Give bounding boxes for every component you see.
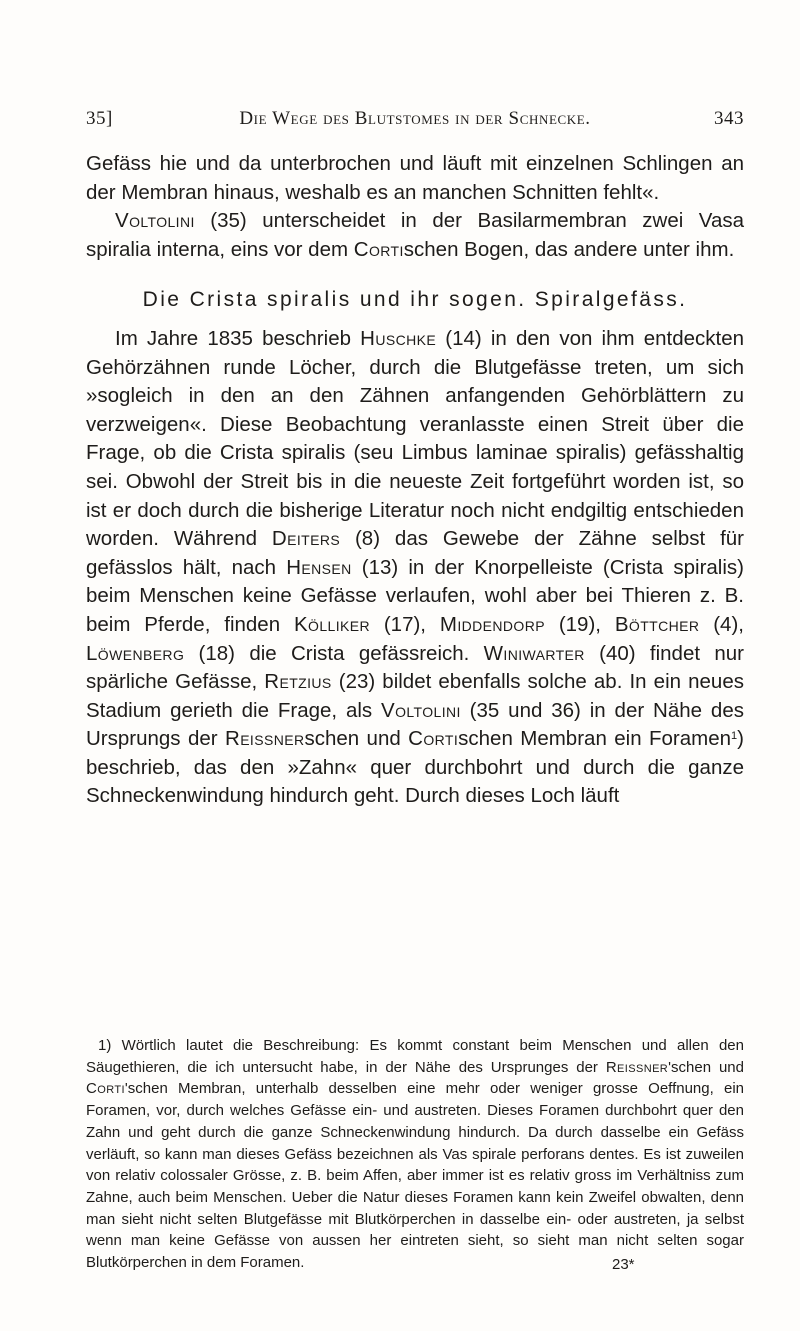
text-run: (14) in den von ihm entdeckten Gehörzähnen runde Löcher, durch die Blutgefässe treten, um sich »sogleich in den an den Zähnen anfangenden Gehörblättern zu verzweigen«. Diese Beobachtung veranlasste einen Streit über die Frage, ob die Crista spiralis (seu Limbus laminae spiralis) gefässhaltig sei. Obwohl der Streit bis in die neueste Zeit fortgeführt worden ist, so ist er doch durch die bisherige Literatur noch nicht endgiltig entschieden worden. Während (86, 326, 745, 551)
author-name: Voltolini (115, 209, 195, 233)
text-run: (8) das Gewebe der Zähne selbst für gefässlos hält, nach (86, 527, 745, 579)
text-run: schen Bogen, das andere unter ihm. (403, 237, 735, 261)
text-run: (23) bildet ebenfalls solche ab. In ein neues Stadium gerieth die Frage, als (86, 670, 744, 722)
paragraph-continued (86, 150, 744, 207)
author-name: Voltolini (381, 698, 461, 722)
running-title: Die Wege des Blutstomes in der Schnecke. (239, 108, 591, 129)
section-heading: Die Crista spiralis und ihr sogen. Spiralgefäss. (142, 288, 688, 312)
footnote-block (86, 1035, 744, 1274)
text-run: (35 und 36) in der Nähe des Ursprungs der (86, 698, 744, 751)
text-run: (35) unterscheidet in der Basilarmembran zwei Vasa spiralia interna, eins vor dem (86, 209, 744, 261)
text-run: Gefäss hie und da unterbrochen und läuft mit einzelnen Schlingen an der Membran hinaus, weshalb es an manchen Schnitten fehlt«. (86, 152, 744, 204)
text-run: (18) die Crista gefässreich. (184, 641, 484, 665)
text-run: ) beschrieb, das den »Zahn« quer durchbohrt und durch die ganze Schneckenwindung hindurch geht. Durch dieses Loch läuft (86, 727, 744, 808)
main-text (86, 150, 744, 811)
author-name: Böttcher (614, 612, 700, 636)
footnote-reference: 1 (731, 730, 738, 743)
author-name: Winiwarter (483, 641, 585, 665)
author-name: Huschke (360, 326, 437, 350)
section-page-marker: 35] (86, 108, 113, 129)
author-name: Kölliker (293, 612, 370, 636)
text-run: (19), (544, 612, 615, 636)
author-name: Retzius (264, 670, 332, 694)
author-name: Reissner (605, 1058, 669, 1076)
footnote-1 (86, 1035, 744, 1274)
author-name: Corti (408, 727, 459, 751)
text-run: 1) Wörtlich lautet die Beschreibung: Es kommt constant beim Menschen und allen den Säugethieren, die ich untersucht habe, in der Nähe des Ursprunges der (86, 1037, 744, 1076)
text-run: 'schen Membran, unterhalb desselben eine mehr oder weniger grosse Oeffnung, ein Foramen, vor, durch welches Gefässe ein- und austreten. Dieses Foramen durchbohrt quer den Zahn und geht durch die ganze Schneckenwindung hindurch. Da durch dasselbe ein Gefäss verläuft, so kann man dieses Gefäss bezeichnen als Vas spirale perforans dentes. Es ist zuweilen von relativ colossaler Grösse, z. B. beim Affen, aber immer ist es relativ gross im Verhältniss zum Zahne, auch beim Menschen. Ueber die Natur dieses Foramen kann kein Zweifel obwalten, denn man sieht nicht selten Blutgefässe mit Blutkörperchen in dasselbe ein- oder austreten, ja selbst wenn man keine Gefässe von aussen her eintreten sieht, so sieht man nicht selten sogar Blutkörperchen in dem Foramen. (86, 1080, 744, 1272)
printer-signature: 23* (612, 1256, 635, 1273)
running-head (86, 108, 744, 134)
author-name: Hensen (286, 555, 352, 579)
text-run: schen und (304, 727, 409, 751)
author-name: Corti (353, 237, 404, 261)
author-name: Corti (86, 1080, 125, 1098)
paragraph-voltolini (86, 207, 744, 264)
text-run: (4), (699, 612, 744, 636)
author-name: Deiters (271, 527, 341, 551)
text-run: Im Jahre 1835 beschrieb (115, 326, 361, 350)
text-run: schen Membran ein Foramen (458, 727, 732, 751)
page-number: 343 (714, 108, 744, 129)
author-name: Reissner (224, 727, 305, 751)
author-name: Middendorp (439, 612, 545, 636)
text-run: (17), (369, 612, 440, 636)
paragraph-crista (86, 325, 744, 811)
text-run: (40) findet nur spärliche Gefässe, (86, 641, 744, 694)
author-name: Löwenberg (86, 641, 185, 665)
text-run: 'schen und (668, 1058, 744, 1076)
text-run: (13) in der Knorpelleiste (Crista spiralis) beim Menschen keine Gefässe verlaufen, wohl aber bei Thieren z. B. beim Pferde, finden (86, 555, 744, 636)
